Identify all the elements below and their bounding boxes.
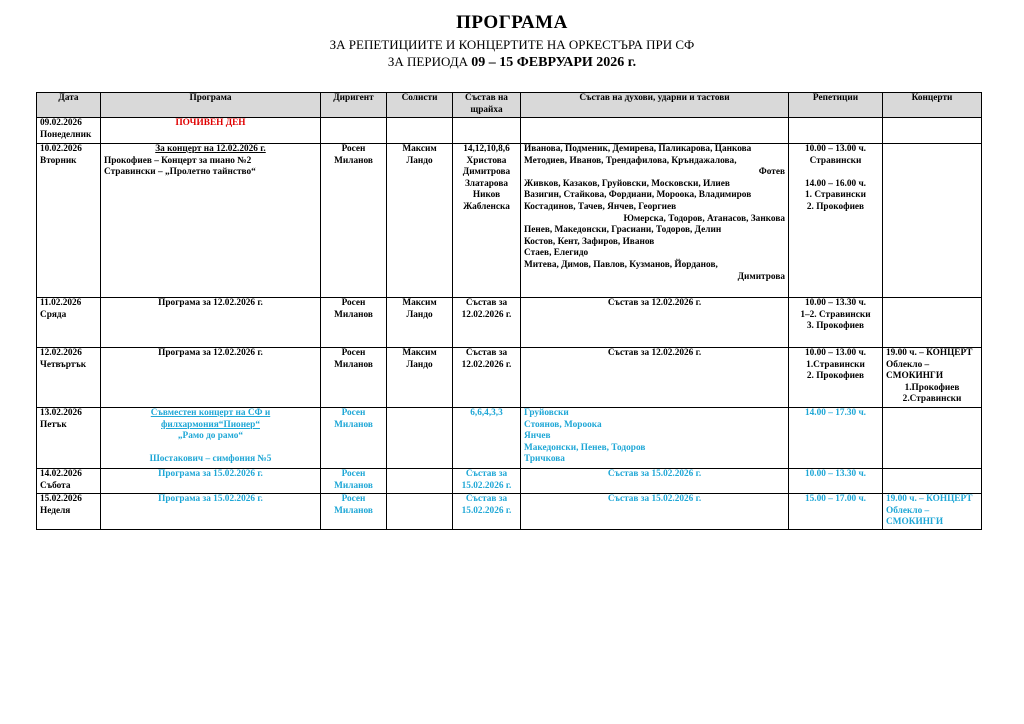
- winds-cell: Състав за 12.02.2026 г.: [521, 348, 789, 408]
- rehearsals-cell: 10.00 – 13.30 ч.: [789, 469, 883, 494]
- col-date: Дата: [37, 93, 101, 118]
- col-soloists: Солисти: [387, 93, 453, 118]
- period-prefix: ЗА ПЕРИОДА: [387, 54, 468, 69]
- strings-cell: Състав за 15.02.2026 г.: [453, 494, 521, 530]
- rehearsals-cell: 10.00 – 13.00 ч. Стравински 14.00 – 16.00 ч. 1. Стравински 2. Прокофиев: [789, 144, 883, 298]
- date-cell: 13.02.2026 Петък: [37, 408, 101, 469]
- conductor-cell: Росен Миланов: [321, 408, 387, 469]
- winds-cell: Състав за 15.02.2026 г.: [521, 469, 789, 494]
- date-cell: 14.02.2026 Събота: [37, 469, 101, 494]
- conductor-cell: [321, 118, 387, 144]
- concerts-cell: [883, 408, 982, 469]
- table-row: [37, 494, 982, 530]
- header-row: [37, 93, 982, 118]
- concerts-cell: [883, 144, 982, 298]
- table-row: [37, 469, 982, 494]
- conductor-cell: Росен Миланов: [321, 348, 387, 408]
- col-conductor: Диригент: [321, 93, 387, 118]
- period-range: 09 – 15 ФЕВРУАРИ 2026 г.: [471, 55, 637, 70]
- table-row: [37, 144, 982, 298]
- strings-cell: Състав за 15.02.2026 г.: [453, 469, 521, 494]
- rehearsals-cell: 10.00 – 13.00 ч. 1.Стравински 2. Прокофиев: [789, 348, 883, 408]
- winds-cell: Състав за 12.02.2026 г.: [521, 298, 789, 348]
- strings-cell: 6,6,4,3,3: [453, 408, 521, 469]
- date-cell: 11.02.2026 Сряда: [37, 298, 101, 348]
- concerts-cell: 19.00 ч. – КОНЦЕРТ Облекло – СМОКИНГИ 1.Прокофиев 2.Стравински: [883, 348, 982, 408]
- strings-cell: 14,12,10,8,6 Христова Димитрова Златарова Ников Жабленска: [453, 144, 521, 298]
- strings-cell: Състав за 12.02.2026 г.: [453, 298, 521, 348]
- conductor-cell: Росен Миланов: [321, 298, 387, 348]
- program-cell: Съвместен концерт на СФ и филхармония“Пионер“ „Рамо до рамо“ Шостакович – симфония №5: [101, 408, 321, 469]
- rehearsals-cell: 10.00 – 13.30 ч. 1–2. Стравински 3. Прокофиев: [789, 298, 883, 348]
- soloists-cell: [387, 118, 453, 144]
- col-rehearsals: Репетиции: [789, 93, 883, 118]
- soloists-cell: [387, 494, 453, 530]
- page-title: ПРОГРАМА: [456, 12, 568, 33]
- program-cell: Програма за 15.02.2026 г.: [101, 494, 321, 530]
- conductor-cell: Росен Миланов: [321, 469, 387, 494]
- rehearsals-cell: [789, 118, 883, 144]
- period-line: [0, 54, 1024, 71]
- col-concerts: Концерти: [883, 93, 982, 118]
- col-winds: Състав на духови, ударни и тастови: [521, 93, 789, 118]
- winds-cell: Груйовски Стоянов, Мороока Янчев Македонски, Пенев, Тодоров Тричкова: [521, 408, 789, 469]
- date-cell: 10.02.2026 Вторник: [37, 144, 101, 298]
- date-cell: 15.02.2026 Неделя: [37, 494, 101, 530]
- rehearsals-cell: 14.00 – 17.30 ч.: [789, 408, 883, 469]
- soloists-cell: Максим Ландо: [387, 298, 453, 348]
- conductor-cell: Росен Миланов: [321, 494, 387, 530]
- table-row: [37, 118, 982, 144]
- page-subtitle: ЗА РЕПЕТИЦИИТЕ И КОНЦЕРТИТЕ НА ОРКЕСТЪРА ПРИ СФ: [329, 37, 695, 52]
- concerts-cell: [883, 469, 982, 494]
- program-cell: Програма за 15.02.2026 г.: [101, 469, 321, 494]
- table-row: [37, 408, 982, 469]
- date-cell: 12.02.2026 Четвъртък: [37, 348, 101, 408]
- program-cell: Програма за 12.02.2026 г.: [101, 348, 321, 408]
- soloists-cell: Максим Ландо: [387, 144, 453, 298]
- program-cell: ПОЧИВЕН ДЕН: [101, 118, 321, 144]
- rehearsals-cell: 15.00 – 17.00 ч.: [789, 494, 883, 530]
- conductor-cell: Росен Миланов: [321, 144, 387, 298]
- program-cell: Програма за 12.02.2026 г.: [101, 298, 321, 348]
- col-program: Програма: [101, 93, 321, 118]
- date-cell: 09.02.2026 Понеделник: [37, 118, 101, 144]
- concerts-cell: [883, 118, 982, 144]
- winds-cell: Състав за 15.02.2026 г.: [521, 494, 789, 530]
- col-strings: Състав на щрайха: [453, 93, 521, 118]
- program-cell: За концерт на 12.02.2026 г. Прокофиев – Концерт за пиано №2 Стравински – „Пролетно тайнство“: [101, 144, 321, 298]
- strings-cell: [453, 118, 521, 144]
- table-row: [37, 298, 982, 348]
- concerts-cell: [883, 298, 982, 348]
- soloists-cell: Максим Ландо: [387, 348, 453, 408]
- soloists-cell: [387, 469, 453, 494]
- strings-cell: Състав за 12.02.2026 г.: [453, 348, 521, 408]
- winds-cell: Иванова, Подменик, Демирева, Паликарова, Цанкова Методиев, Иванов, Трендафилова, Кръндажалова, Фотев Живков, Казаков, Груйовски, Московски, Илиев Вазигин, Стайкова, Фордиани, Мороока, Владимиров Костадинов, Тачев, Янчев, Георгиев Юмерска, Тодоров, Атанасов, Занкова Пенев, Македонски, Грасиани, Тодоров, Делин Костов, Кент, Зафиров, Иванов Стаев, Елегидо Митева, Димов, Павлов, Кузманов, Йорданов, Димитрова: [521, 144, 789, 298]
- soloists-cell: [387, 408, 453, 469]
- table-row: [37, 348, 982, 408]
- schedule-table: [36, 92, 982, 530]
- winds-cell: [521, 118, 789, 144]
- concerts-cell: 19.00 ч. – КОНЦЕРТ Облекло – СМОКИНГИ: [883, 494, 982, 530]
